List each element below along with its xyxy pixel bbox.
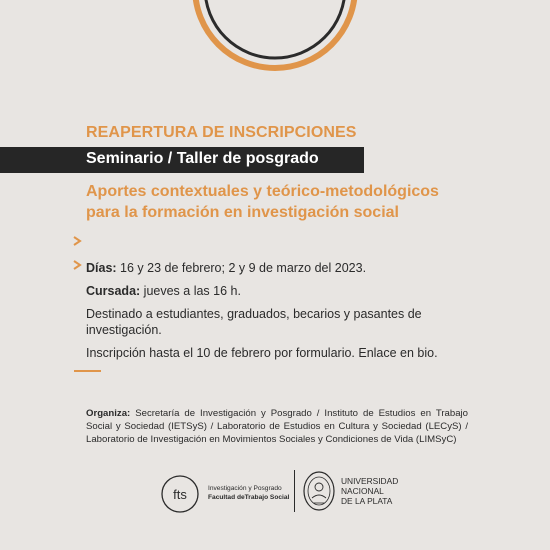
decorative-rings xyxy=(191,0,359,72)
reopening-heading: REAPERTURA DE INSCRIPCIONES xyxy=(86,124,357,141)
faculty-line-2: Facultad deTrabajo Social xyxy=(208,494,290,501)
organizers-label: Organiza: xyxy=(86,408,131,419)
seminar-subtitle xyxy=(86,181,486,223)
subtitle-line-1: Aportes contextuales y teórico-metodológicos xyxy=(86,183,439,200)
audience-line-2: investigación. xyxy=(86,323,162,337)
dates-label: Días: xyxy=(86,261,117,275)
organizers-list: Secretaría de Investigación y Posgrado / Instituto de Estudios en Trabajo Social y Sociedad (IETSyS) / Laboratorio de Estudios en Cultura y Sociedad (LECyS) / Laboratorio de Investigación en Movimientos Sociales y Condiciones de Vida (LIMSyC) xyxy=(86,408,468,445)
schedule-label: Cursada: xyxy=(86,284,141,298)
chevron-right-icon xyxy=(72,260,82,270)
schedule-value: jueves a las 16 h. xyxy=(140,284,241,298)
subtitle-line-2: para la formación en investigación social xyxy=(86,204,399,221)
university-name xyxy=(341,476,398,506)
registration-deadline: Inscripción hasta el 10 de febrero por formulario. Enlace en bio. xyxy=(86,346,438,360)
faculty-line-1: Investigación y Posgrado xyxy=(208,485,282,492)
audience-text xyxy=(86,306,466,338)
logo-divider xyxy=(294,470,295,512)
unlp-seal-icon xyxy=(302,470,336,512)
fts-logo xyxy=(160,474,200,514)
accent-divider xyxy=(74,370,101,372)
organizers-text xyxy=(86,407,468,446)
dates-line xyxy=(86,260,466,276)
title-band xyxy=(0,147,364,173)
faculty-name xyxy=(208,484,289,502)
schedule-line xyxy=(86,283,466,299)
audience-line-1: Destinado a estudiantes, graduados, becarios y pasantes de xyxy=(86,307,422,321)
university-line-3: DE LA PLATA xyxy=(341,496,393,506)
seminar-title: Seminario / Taller de posgrado xyxy=(86,150,319,167)
university-line-1: UNIVERSIDAD xyxy=(341,476,399,486)
fts-logo-text: fts xyxy=(173,487,187,502)
dates-value: 16 y 23 de febrero; 2 y 9 de marzo del 2023. xyxy=(116,261,367,275)
university-line-2: NACIONAL xyxy=(341,486,384,496)
chevron-right-icon xyxy=(72,236,82,246)
